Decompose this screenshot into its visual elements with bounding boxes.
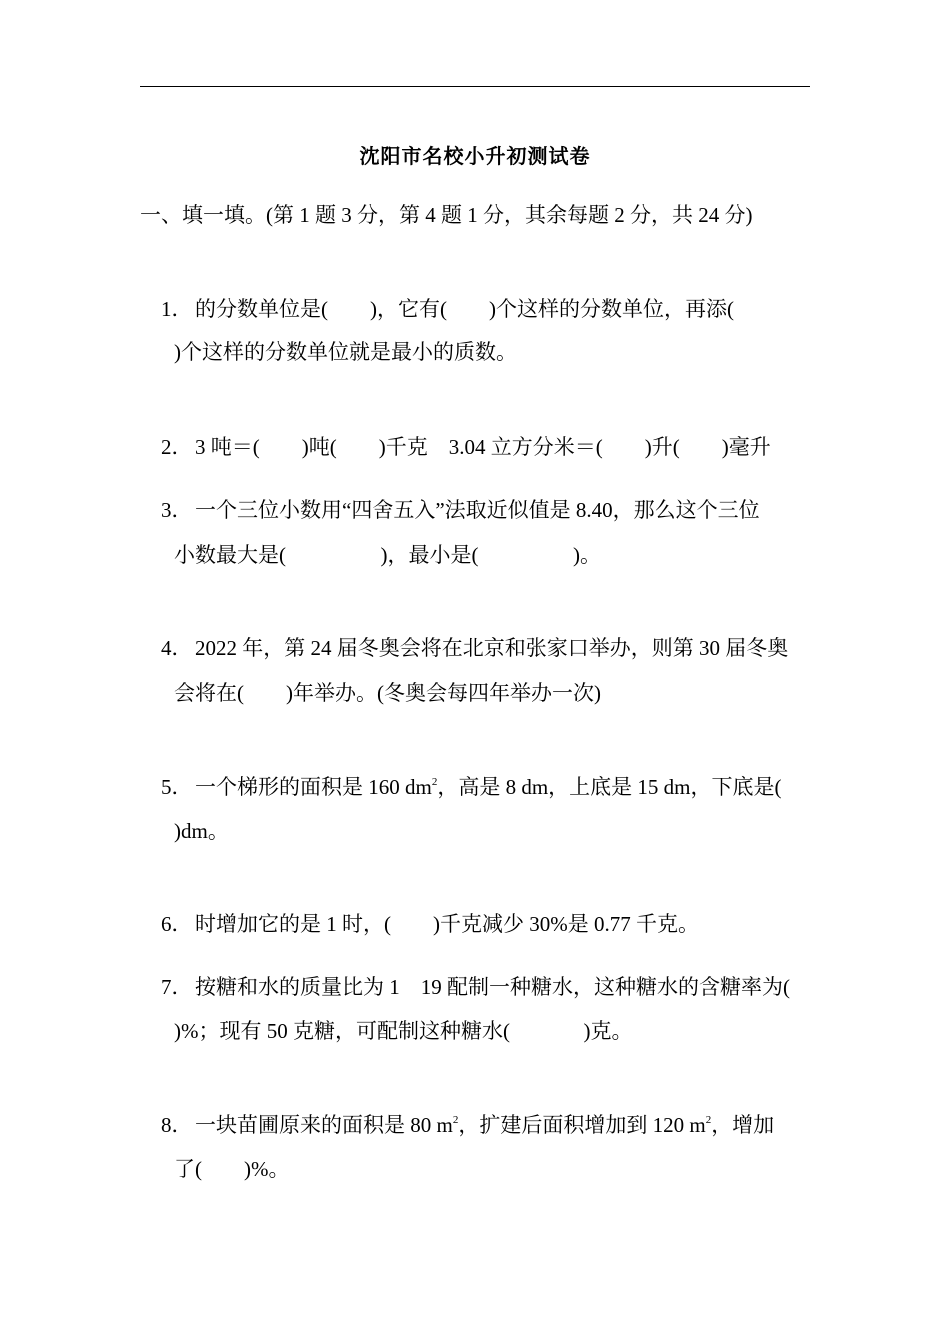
- question-number: 7．: [161, 975, 193, 999]
- question-1-continuation: )个这样的分数单位就是最小的质数。: [174, 340, 517, 364]
- question-text: 3 吨＝( )吨( )千克 3.04 立方分米＝( )升( )毫升: [195, 435, 771, 459]
- section-heading: 一、填一填。(第 1 题 3 分，第 4 题 1 分，其余每题 2 分，共 24 分): [140, 203, 753, 227]
- superscript: 2: [452, 1114, 459, 1126]
- question-5: [140, 742, 782, 832]
- question-number: 3．: [161, 498, 193, 522]
- question-text-part: 一个梯形的面积是 160 dm: [195, 775, 432, 799]
- question-text: 的分数单位是( )，它有( )个这样的分数单位，再添(: [195, 297, 734, 321]
- question-text: 一个三位小数用“四舍五入”法取近似值是 8.40，那么这个三位: [195, 498, 760, 522]
- question-text: 按糖和水的质量比为 1 19 配制一种糖水，这种糖水的含糖率为(: [195, 975, 790, 999]
- question-4-continuation: 会将在( )年举办。(冬奥会每四年举办一次): [174, 681, 601, 705]
- question-text-part: ，增加: [711, 1113, 775, 1137]
- question-text-part: ，高是 8 dm，上底是 15 dm，下底是(: [437, 775, 782, 799]
- question-number: 2．: [161, 435, 193, 459]
- question-number: 6．: [161, 912, 193, 936]
- header-rule: [140, 86, 810, 87]
- question-number: 8．: [161, 1113, 193, 1137]
- superscript: 2: [431, 776, 438, 788]
- question-5-continuation: )dm。: [174, 819, 229, 843]
- question-text: 2022 年，第 24 届冬奥会将在北京和张家口举办，则第 30 届冬奥: [195, 636, 789, 660]
- page-title: 沈阳市名校小升初测试卷: [359, 144, 591, 168]
- question-text-part: 一块苗圃原来的面积是 80 m: [195, 1113, 453, 1137]
- question-3-continuation: 小数最大是( )，最小是( )。: [174, 543, 601, 567]
- question-number: 1．: [161, 297, 193, 321]
- superscript: 2: [705, 1114, 712, 1126]
- question-text: 时增加它的是 1 时，( )千克减少 30%是 0.77 千克。: [195, 912, 699, 936]
- question-number: 5．: [161, 775, 193, 799]
- question-text-part: ，扩建后面积增加到 120 m: [458, 1113, 706, 1137]
- question-number: 4．: [161, 636, 193, 660]
- question-8-continuation: 了( )%。: [174, 1157, 290, 1181]
- question-7-continuation: )%；现有 50 克糖，可配制这种糖水( )克。: [174, 1019, 633, 1043]
